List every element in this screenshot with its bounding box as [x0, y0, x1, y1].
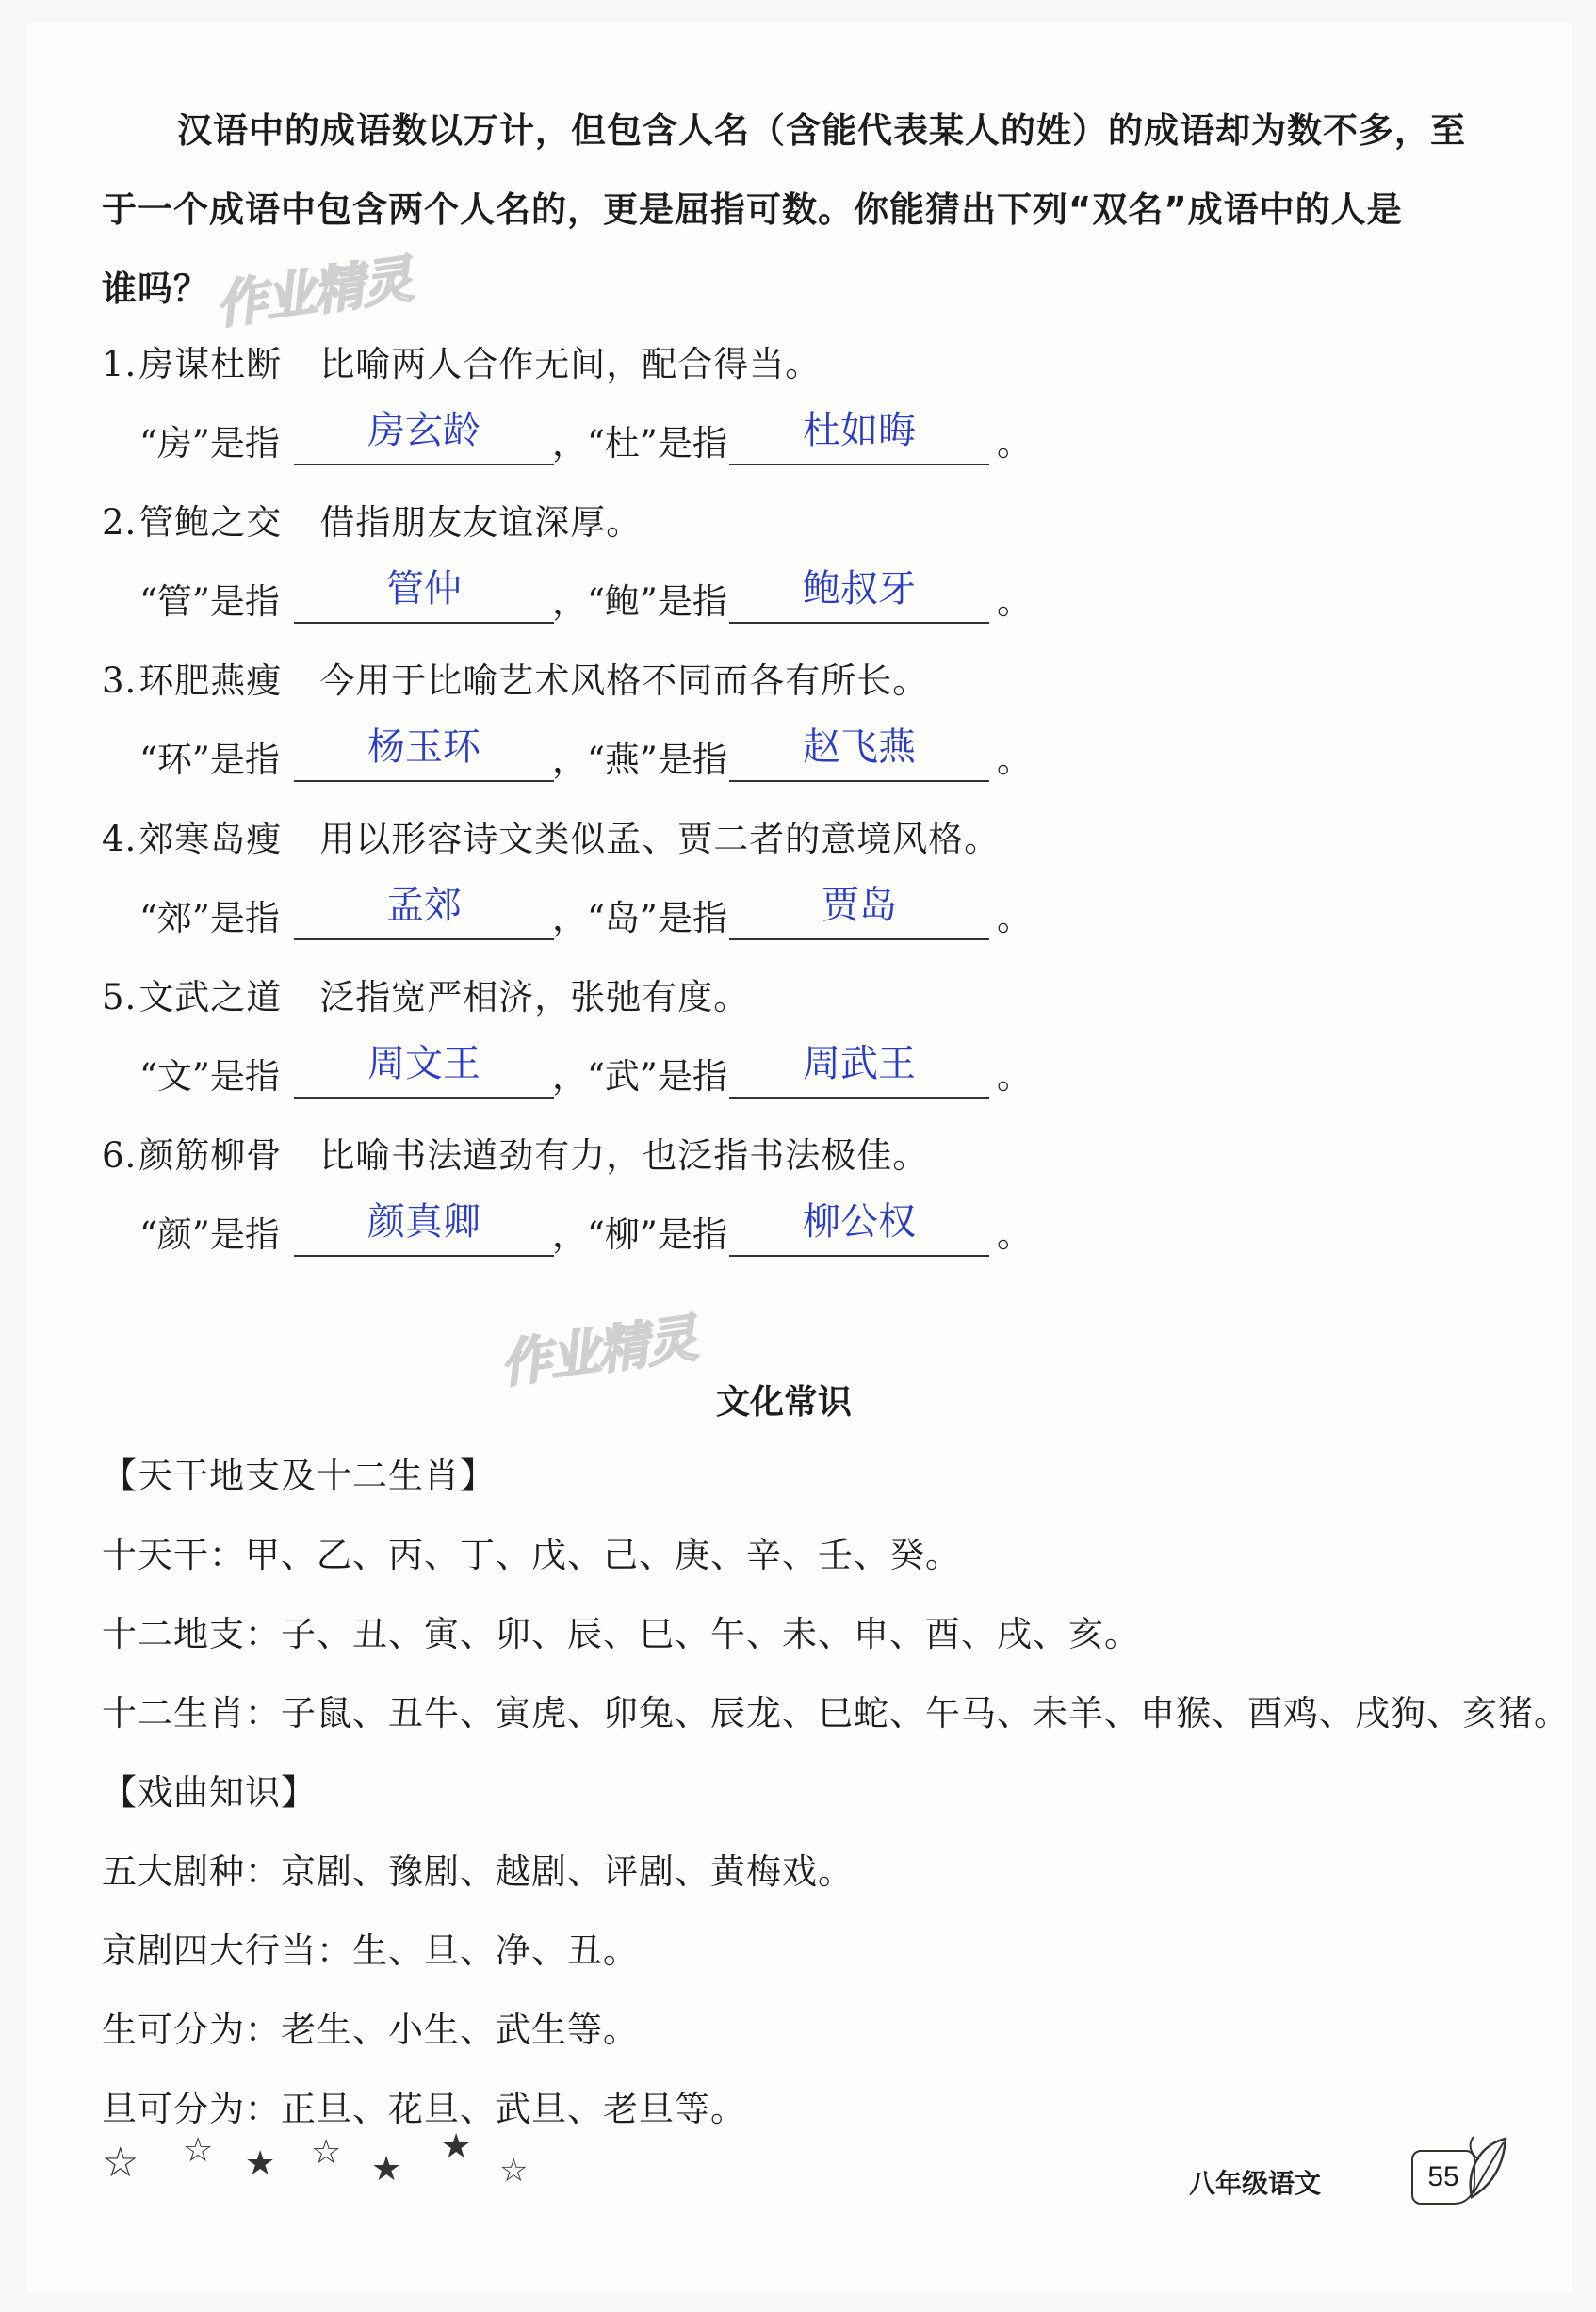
answer-row-4	[139, 884, 1082, 955]
tiangan-line: 十天干：甲、乙、丙、丁、戊、己、庚、辛、壬、癸。	[102, 1535, 961, 1575]
answer-a: 颜真卿	[367, 1200, 480, 1244]
answer-blank-b[interactable]	[729, 1255, 989, 1257]
answer-label-b: ，“杜”是指	[552, 423, 727, 464]
star-icon: ★	[441, 2127, 472, 2166]
heading-xiqu: 【戏曲知识】	[102, 1772, 317, 1813]
question-number: 6.	[102, 1135, 138, 1176]
idiom-meaning: 今用于比喻艺术风格不同而各有所长。	[319, 660, 929, 701]
question-3	[102, 661, 928, 701]
answer-end-punct: 。	[997, 581, 1032, 622]
answer-blank-b[interactable]	[729, 780, 989, 782]
question-number: 5.	[102, 977, 138, 1018]
answer-label-b: ，“燕”是指	[552, 740, 727, 780]
idiom-meaning: 比喻书法遒劲有力，也泛指书法极佳。	[319, 1135, 929, 1176]
answer-label-a: “房”是指	[139, 423, 280, 464]
idiom: 房谋杜断	[138, 344, 283, 384]
answer-row-2	[139, 567, 1082, 639]
answer-b: 柳公权	[803, 1200, 916, 1244]
question-number: 1.	[102, 344, 138, 384]
hangdang-line: 京剧四大行当：生、旦、净、丑。	[102, 1930, 639, 1971]
answer-blank-b[interactable]	[729, 938, 989, 940]
question-number: 4.	[102, 819, 138, 859]
answer-row-3	[139, 725, 1082, 797]
sheng-line: 生可分为：老生、小生、武生等。	[102, 2010, 639, 2050]
answer-blank-b[interactable]	[729, 464, 989, 465]
star-icon: ★	[245, 2144, 276, 2183]
idiom: 颜筋柳骨	[138, 1135, 283, 1176]
idiom-meaning: 借指朋友友谊深厚。	[319, 502, 643, 543]
answer-blank-a[interactable]	[294, 622, 554, 624]
star-icon: ☆	[183, 2131, 214, 2170]
star-icon: ★	[371, 2150, 402, 2189]
answer-b: 贾岛	[822, 884, 897, 927]
answer-b: 鲍叔牙	[803, 567, 916, 611]
answer-label-a: “郊”是指	[139, 898, 280, 938]
dizhi-line: 十二地支：子、丑、寅、卯、辰、巳、午、未、申、酉、戌、亥。	[102, 1614, 1140, 1654]
page-number: 55	[1411, 2150, 1475, 2205]
watermark-logo-top: 作业精灵	[212, 249, 415, 336]
idiom: 管鲍之交	[138, 502, 283, 543]
intro-line-3: 谁吗？	[102, 269, 209, 309]
juzhong-line: 五大剧种：京剧、豫剧、越剧、评剧、黄梅戏。	[102, 1851, 854, 1892]
question-4	[102, 820, 1000, 859]
idiom: 郊寒岛瘦	[138, 819, 283, 859]
leaf-icon	[1462, 2131, 1515, 2206]
heading-ganzhi: 【天干地支及十二生肖】	[102, 1456, 496, 1496]
star-icon: ☆	[102, 2139, 139, 2187]
idiom-meaning: 用以形容诗文类似孟、贾二者的意境风格。	[319, 819, 1001, 859]
answer-row-1	[139, 409, 1082, 480]
answer-b: 赵飞燕	[803, 725, 916, 769]
answer-end-punct: 。	[997, 740, 1032, 780]
question-1	[102, 345, 821, 384]
answer-a: 孟郊	[386, 884, 462, 927]
star-icon: ☆	[499, 2152, 529, 2190]
dan-line: 旦可分为：正旦、花旦、武旦、老旦等。	[102, 2089, 746, 2129]
decorative-stars	[102, 2127, 592, 2197]
idiom: 环肥燕瘦	[138, 660, 283, 701]
answer-a: 周文王	[367, 1042, 480, 1085]
intro-line-2: 于一个成语中包含两个人名的，更是屈指可数。你能猜出下列“双名”成语中的人是	[102, 189, 1403, 230]
answer-label-a: “环”是指	[139, 740, 280, 780]
idiom-meaning: 泛指宽严相济，张弛有度。	[319, 977, 750, 1018]
answer-label-b: ，“岛”是指	[552, 898, 727, 938]
answer-b: 杜如晦	[803, 409, 916, 452]
question-2	[102, 503, 642, 543]
answer-b: 周武王	[803, 1042, 916, 1085]
question-6	[102, 1136, 928, 1176]
answer-blank-a[interactable]	[294, 1255, 554, 1257]
answer-blank-a[interactable]	[294, 938, 554, 940]
question-5	[102, 978, 749, 1018]
answer-blank-b[interactable]	[729, 1097, 989, 1099]
answer-blank-a[interactable]	[294, 1097, 554, 1099]
answer-a: 杨玉环	[367, 725, 480, 769]
answer-a: 管仲	[386, 567, 462, 611]
answer-label-a: “管”是指	[139, 581, 280, 622]
answer-blank-a[interactable]	[294, 780, 554, 782]
idiom: 文武之道	[138, 977, 283, 1018]
answer-a: 房玄龄	[367, 409, 480, 452]
shengxiao-line: 十二生肖：子鼠、丑牛、寅虎、卯兔、辰龙、巳蛇、午马、未羊、申猴、酉鸡、戌狗、亥猪。	[102, 1693, 1570, 1734]
answer-label-b: ，“武”是指	[552, 1056, 727, 1097]
answer-end-punct: 。	[997, 898, 1032, 938]
section-title: 文化常识	[716, 1383, 853, 1422]
answer-label-a: “颜”是指	[139, 1214, 280, 1255]
question-number: 2.	[102, 502, 138, 543]
answer-end-punct: 。	[997, 423, 1032, 464]
answer-end-punct: 。	[997, 1056, 1032, 1097]
answer-end-punct: 。	[997, 1214, 1032, 1255]
question-number: 3.	[102, 660, 138, 701]
answer-row-6	[139, 1200, 1082, 1272]
answer-row-5	[139, 1042, 1082, 1114]
idiom-meaning: 比喻两人合作无间，配合得当。	[319, 344, 822, 384]
answer-blank-b[interactable]	[729, 622, 989, 624]
answer-label-b: ，“鲍”是指	[552, 581, 727, 622]
answer-label-a: “文”是指	[139, 1056, 280, 1097]
star-icon: ☆	[311, 2133, 342, 2172]
answer-blank-a[interactable]	[294, 464, 554, 465]
watermark-logo-middle: 作业精灵	[497, 1308, 699, 1395]
footer-title: 八年级语文	[1189, 2168, 1322, 2199]
intro-line-1: 汉语中的成语数以万计，但包含人名（含能代表某人的姓）的成语却为数不多，至	[177, 110, 1466, 151]
answer-label-b: ，“柳”是指	[552, 1214, 727, 1255]
